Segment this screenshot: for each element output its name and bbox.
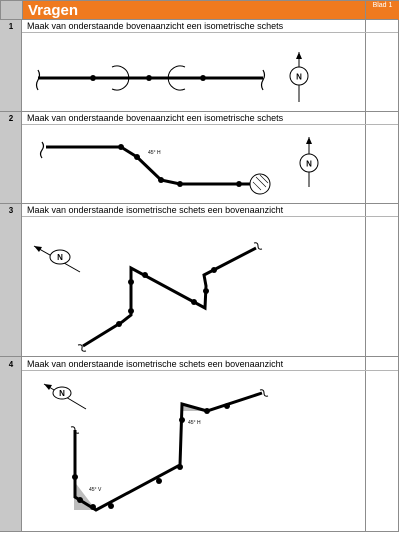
pipe-joint [72,474,78,480]
pipe-joint [90,504,96,510]
pipe-joint [177,464,183,470]
question-1-number: 1 [8,22,14,31]
angle-label-45v: 45° V [89,487,102,493]
north-label: N [59,389,65,398]
pipe-line [75,393,262,510]
pipe-joint [224,403,230,409]
pipe-joint [156,478,162,484]
angle-label-45h: 45° H [148,150,161,156]
question-2-number: 2 [8,114,14,123]
angle-label-45h: 45° H [188,420,201,426]
question-1-text: Maak van onderstaande bovenaanzicht een isometrische schets [27,21,284,31]
north-label: N [57,253,63,262]
page-title: Vragen [23,1,366,20]
north-label: N [296,72,302,82]
north-arrow-icon [44,384,52,390]
question-3-text: Maak van onderstaande isometrische schets een bovenaanzicht [27,205,284,215]
pipe-joint [108,503,114,509]
north-label: N [306,159,312,169]
pipe-joint [77,497,83,503]
question-3-number: 3 [8,206,14,215]
question-2-text: Maak van onderstaande bovenaanzicht een isometrische schets [27,113,284,123]
question-4-number: 4 [8,360,14,369]
pipe-joint [179,417,185,423]
sheet-label: Blad 1 [366,1,399,20]
pipe-joint [204,408,210,414]
question-4-text: Maak van onderstaande isometrische schets een bovenaanzicht [27,359,284,369]
